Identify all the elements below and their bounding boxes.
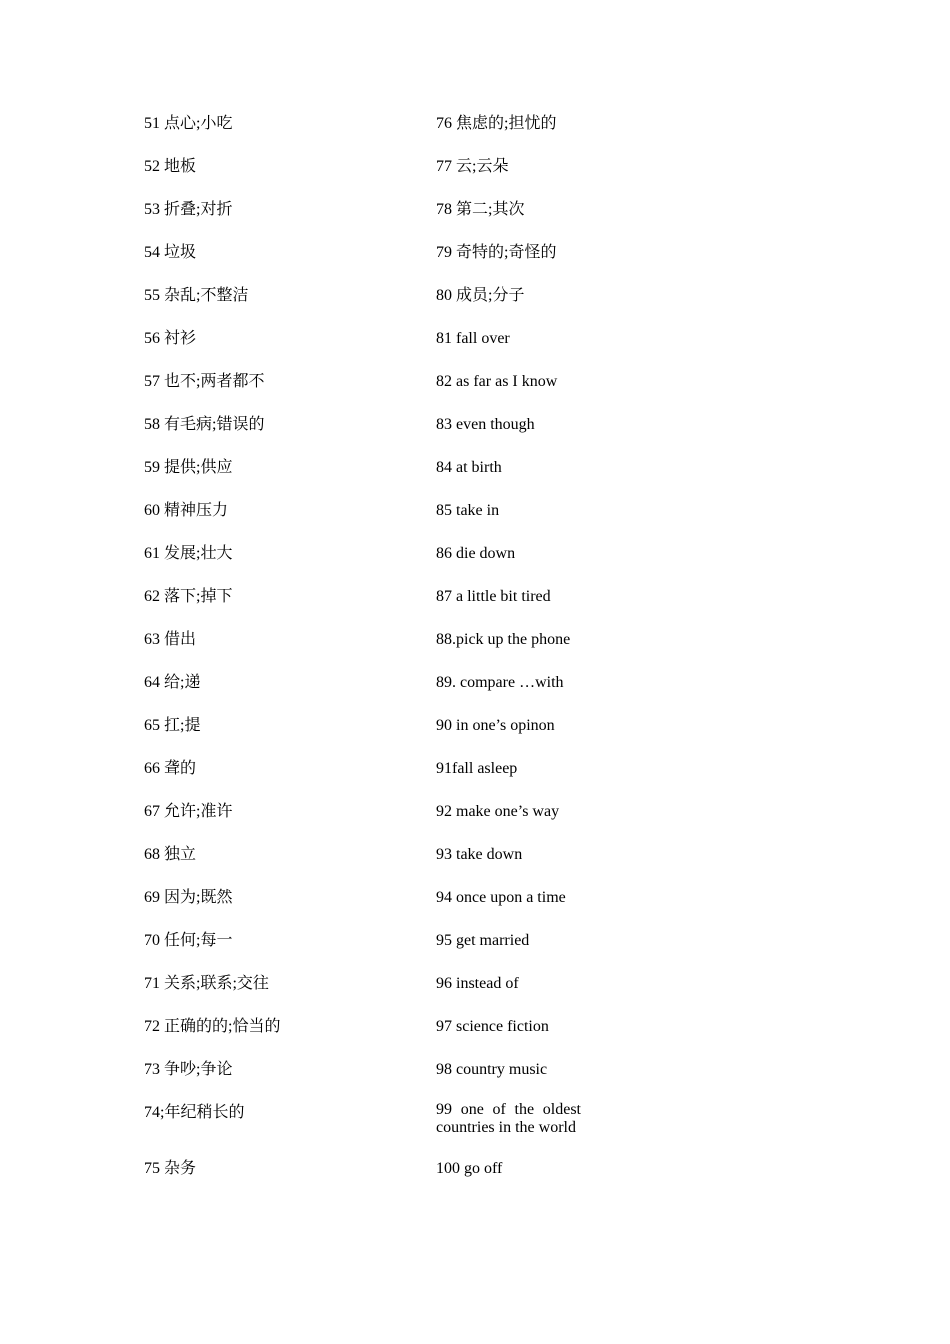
vocab-item-88: 88.pick up the phone (436, 631, 571, 648)
vocab-item-90: 90 in one’s opinon (436, 717, 555, 734)
vocab-item-89: 89. compare …with (436, 674, 564, 691)
vocab-item-100: 100 go off (436, 1160, 503, 1177)
vocab-item-55: 55 杂乱;不整洁 (144, 287, 249, 304)
vocab-item-94: 94 once upon a time (436, 889, 566, 906)
vocab-item-95: 95 get married (436, 932, 530, 949)
vocab-item-75: 75 杂务 (144, 1160, 197, 1177)
vocab-item-82: 82 as far as I know (436, 373, 558, 390)
vocab-item-67: 67 允许;准许 (144, 803, 233, 820)
vocab-item-87: 87 a little bit tired (436, 588, 551, 605)
vocab-item-74: 74;年纪稍长的 (144, 1104, 245, 1121)
vocab-item-73: 73 争吵;争论 (144, 1061, 233, 1078)
vocab-item-69: 69 因为;既然 (144, 889, 233, 906)
vocab-item-97: 97 science fiction (436, 1018, 549, 1035)
vocab-item-80: 80 成员;分子 (436, 287, 525, 304)
vocab-item-79: 79 奇特的;奇怪的 (436, 244, 557, 261)
right-vocabulary-column (436, 112, 581, 1200)
vocab-item-96: 96 instead of (436, 975, 519, 992)
vocab-item-52: 52 地板 (144, 158, 197, 175)
vocab-item-54: 54 垃圾 (144, 244, 197, 261)
vocab-item-85: 85 take in (436, 502, 500, 519)
vocab-item-70: 70 任何;每一 (144, 932, 233, 949)
vocab-item-63: 63 借出 (144, 631, 197, 648)
vocab-item-84: 84 at birth (436, 459, 502, 476)
vocab-item-66: 66 聋的 (144, 760, 197, 777)
vocab-item-59: 59 提供;供应 (144, 459, 233, 476)
vocab-item-64: 64 给;递 (144, 674, 201, 691)
vocab-item-53: 53 折叠;对折 (144, 201, 233, 218)
vocab-item-77: 77 云;云朵 (436, 158, 509, 175)
left-vocabulary-column (144, 112, 414, 1200)
vocab-item-86: 86 die down (436, 545, 516, 562)
vocab-item-60: 60 精神压力 (144, 502, 229, 519)
vocab-item-78: 78 第二;其次 (436, 201, 525, 218)
vocab-item-58: 58 有毛病;错误的 (144, 416, 265, 433)
vocab-item-81: 81 fall over (436, 330, 510, 347)
vocab-item-62: 62 落下;掉下 (144, 588, 233, 605)
vocab-item-92: 92 make one’s way (436, 803, 560, 820)
vocab-item-61: 61 发展;壮大 (144, 545, 233, 562)
vocab-item-98: 98 country music (436, 1061, 548, 1078)
vocab-item-51: 51 点心;小吃 (144, 115, 233, 132)
vocab-item-56: 56 衬衫 (144, 330, 197, 347)
vocab-item-91: 91fall asleep (436, 760, 518, 777)
vocab-item-93: 93 take down (436, 846, 523, 863)
vocab-item-68: 68 独立 (144, 846, 197, 863)
vocab-item-65: 65 扛;提 (144, 717, 201, 734)
vocab-item-83: 83 even though (436, 416, 535, 433)
vocab-item-72: 72 正确的的;恰当的 (144, 1018, 281, 1035)
vocab-item-71: 71 关系;联系;交往 (144, 975, 269, 992)
vocab-item-99: 99 one of the oldest countries in the world (436, 1101, 581, 1136)
vocab-item-57: 57 也不;两者都不 (144, 373, 265, 390)
vocab-item-76: 76 焦虑的;担忧的 (436, 115, 557, 132)
